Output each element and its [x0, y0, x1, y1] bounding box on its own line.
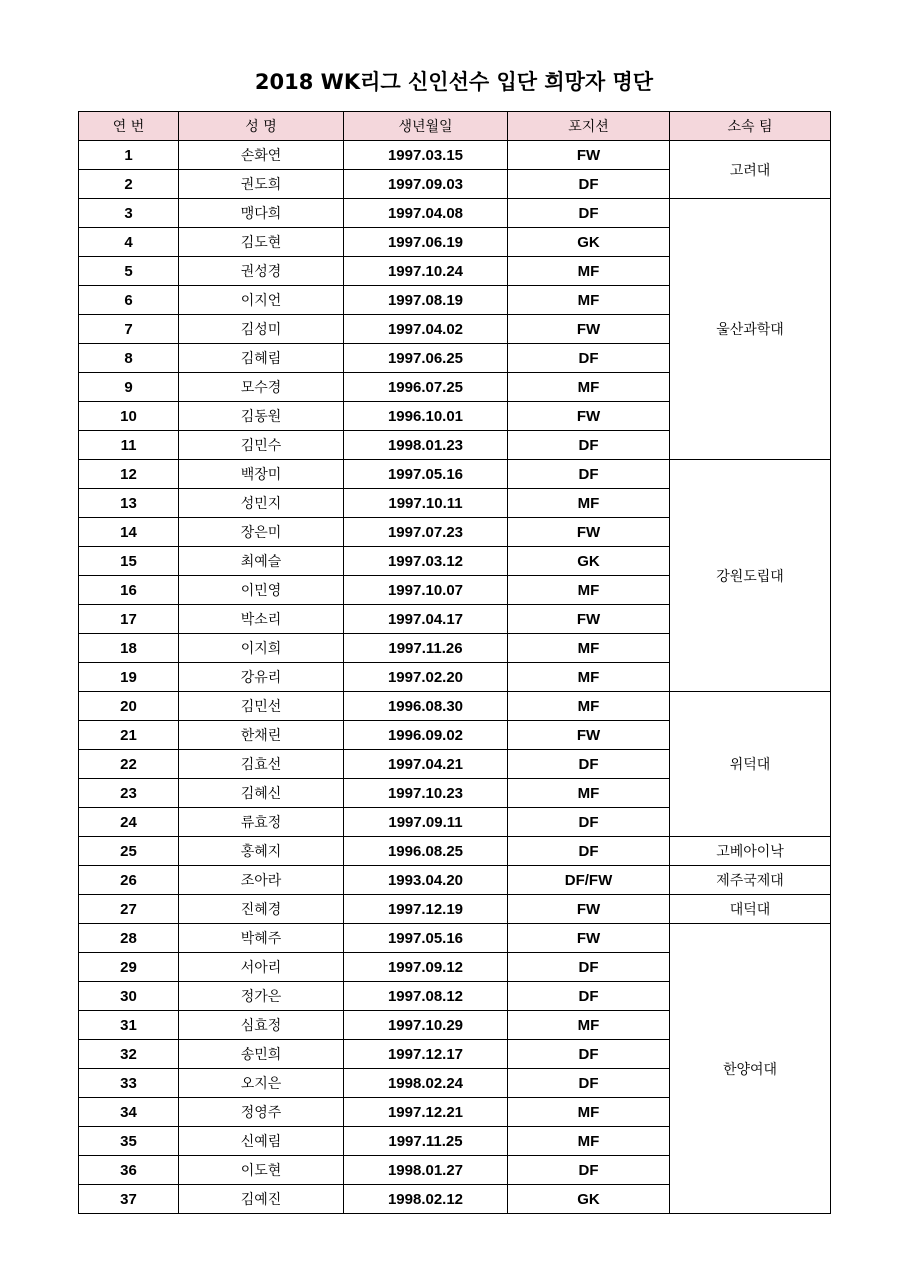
- player-name: 송민희: [179, 1040, 344, 1069]
- position: DF: [508, 808, 670, 837]
- birth-date: 1997.04.21: [344, 750, 508, 779]
- team-name: 위덕대: [670, 692, 831, 837]
- row-number: 11: [79, 431, 179, 460]
- birth-date: 1996.07.25: [344, 373, 508, 402]
- birth-date: 1997.09.11: [344, 808, 508, 837]
- player-name: 정영주: [179, 1098, 344, 1127]
- table-row: [79, 460, 831, 489]
- row-number: 36: [79, 1156, 179, 1185]
- row-number: 33: [79, 1069, 179, 1098]
- player-name: 박혜주: [179, 924, 344, 953]
- row-number: 37: [79, 1185, 179, 1214]
- row-number: 25: [79, 837, 179, 866]
- position: FW: [508, 315, 670, 344]
- row-number: 15: [79, 547, 179, 576]
- page-title: 2018 WK리그 신인선수 입단 희망자 명단: [254, 70, 654, 94]
- player-name: 서아리: [179, 953, 344, 982]
- player-name: 김혜신: [179, 779, 344, 808]
- row-number: 17: [79, 605, 179, 634]
- player-name: 백장미: [179, 460, 344, 489]
- row-number: 7: [79, 315, 179, 344]
- birth-date: 1997.12.21: [344, 1098, 508, 1127]
- position: MF: [508, 489, 670, 518]
- birth-date: 1997.10.29: [344, 1011, 508, 1040]
- table-header-row: [79, 112, 831, 141]
- player-name: 김예진: [179, 1185, 344, 1214]
- position: DF: [508, 953, 670, 982]
- position: FW: [508, 518, 670, 547]
- position: FW: [508, 895, 670, 924]
- birth-date: 1997.03.15: [344, 141, 508, 170]
- row-number: 2: [79, 170, 179, 199]
- player-name: 맹다희: [179, 199, 344, 228]
- position: MF: [508, 1011, 670, 1040]
- player-name: 오지은: [179, 1069, 344, 1098]
- player-name: 김민수: [179, 431, 344, 460]
- position: DF: [508, 982, 670, 1011]
- row-number: 34: [79, 1098, 179, 1127]
- position: FW: [508, 721, 670, 750]
- table-row: [79, 837, 831, 866]
- birth-date: 1997.02.20: [344, 663, 508, 692]
- birth-date: 1997.06.25: [344, 344, 508, 373]
- row-number: 20: [79, 692, 179, 721]
- team-name: 강원도립대: [670, 460, 831, 692]
- row-number: 3: [79, 199, 179, 228]
- row-number: 23: [79, 779, 179, 808]
- player-name: 김성미: [179, 315, 344, 344]
- row-number: 30: [79, 982, 179, 1011]
- row-number: 13: [79, 489, 179, 518]
- team-name: 대덕대: [670, 895, 831, 924]
- position: DF: [508, 837, 670, 866]
- row-number: 1: [79, 141, 179, 170]
- player-name: 손화연: [179, 141, 344, 170]
- table-row: [79, 692, 831, 721]
- birth-date: 1997.10.07: [344, 576, 508, 605]
- position: DF: [508, 344, 670, 373]
- row-number: 9: [79, 373, 179, 402]
- row-number: 10: [79, 402, 179, 431]
- header-team: 소속 팀: [670, 112, 831, 141]
- row-number: 22: [79, 750, 179, 779]
- position: FW: [508, 924, 670, 953]
- birth-date: 1997.04.02: [344, 315, 508, 344]
- birth-date: 1997.03.12: [344, 547, 508, 576]
- birth-date: 1997.08.12: [344, 982, 508, 1011]
- player-name: 정가은: [179, 982, 344, 1011]
- birth-date: 1997.10.23: [344, 779, 508, 808]
- position: DF: [508, 1156, 670, 1185]
- birth-date: 1997.11.26: [344, 634, 508, 663]
- position: FW: [508, 605, 670, 634]
- player-name: 권도희: [179, 170, 344, 199]
- row-number: 27: [79, 895, 179, 924]
- row-number: 29: [79, 953, 179, 982]
- player-name: 박소리: [179, 605, 344, 634]
- player-name: 강유리: [179, 663, 344, 692]
- row-number: 28: [79, 924, 179, 953]
- position: MF: [508, 576, 670, 605]
- player-name: 이도현: [179, 1156, 344, 1185]
- row-number: 32: [79, 1040, 179, 1069]
- birth-date: 1997.12.19: [344, 895, 508, 924]
- row-number: 21: [79, 721, 179, 750]
- player-name: 모수경: [179, 373, 344, 402]
- row-number: 18: [79, 634, 179, 663]
- roster-table: [78, 111, 831, 1214]
- header-name: 성 명: [179, 112, 344, 141]
- birth-date: 1997.09.03: [344, 170, 508, 199]
- birth-date: 1997.10.24: [344, 257, 508, 286]
- table-row: [79, 924, 831, 953]
- position: DF: [508, 199, 670, 228]
- row-number: 14: [79, 518, 179, 547]
- birth-date: 1998.01.27: [344, 1156, 508, 1185]
- player-name: 김동원: [179, 402, 344, 431]
- position: MF: [508, 286, 670, 315]
- position: DF: [508, 170, 670, 199]
- position: GK: [508, 1185, 670, 1214]
- player-name: 한채린: [179, 721, 344, 750]
- position: FW: [508, 141, 670, 170]
- player-name: 심효정: [179, 1011, 344, 1040]
- player-name: 김도현: [179, 228, 344, 257]
- player-name: 류효정: [179, 808, 344, 837]
- player-name: 장은미: [179, 518, 344, 547]
- player-name: 김민선: [179, 692, 344, 721]
- birth-date: 1997.07.23: [344, 518, 508, 547]
- table-row: [79, 141, 831, 170]
- position: FW: [508, 402, 670, 431]
- row-number: 6: [79, 286, 179, 315]
- player-name: 이지언: [179, 286, 344, 315]
- position: MF: [508, 1127, 670, 1156]
- position: DF: [508, 431, 670, 460]
- position: MF: [508, 634, 670, 663]
- birth-date: 1997.10.11: [344, 489, 508, 518]
- position: DF: [508, 460, 670, 489]
- position: MF: [508, 257, 670, 286]
- birth-date: 1997.04.17: [344, 605, 508, 634]
- birth-date: 1998.02.12: [344, 1185, 508, 1214]
- roster-body: [79, 141, 831, 1214]
- birth-date: 1996.10.01: [344, 402, 508, 431]
- team-name: 제주국제대: [670, 866, 831, 895]
- row-number: 8: [79, 344, 179, 373]
- position: DF: [508, 1069, 670, 1098]
- header-position: 포지션: [508, 112, 670, 141]
- birth-date: 1997.05.16: [344, 924, 508, 953]
- birth-date: 1997.12.17: [344, 1040, 508, 1069]
- position: MF: [508, 692, 670, 721]
- position: DF: [508, 1040, 670, 1069]
- row-number: 12: [79, 460, 179, 489]
- row-number: 5: [79, 257, 179, 286]
- header-birthdate: 생년월일: [344, 112, 508, 141]
- row-number: 35: [79, 1127, 179, 1156]
- position: DF: [508, 750, 670, 779]
- player-name: 최예슬: [179, 547, 344, 576]
- team-name: 울산과학대: [670, 199, 831, 460]
- position: MF: [508, 663, 670, 692]
- position: GK: [508, 547, 670, 576]
- player-name: 이민영: [179, 576, 344, 605]
- row-number: 4: [79, 228, 179, 257]
- table-row: [79, 895, 831, 924]
- table-row: [79, 866, 831, 895]
- player-name: 김효선: [179, 750, 344, 779]
- birth-date: 1996.09.02: [344, 721, 508, 750]
- player-name: 홍혜지: [179, 837, 344, 866]
- birth-date: 1996.08.25: [344, 837, 508, 866]
- player-name: 신예림: [179, 1127, 344, 1156]
- row-number: 26: [79, 866, 179, 895]
- row-number: 16: [79, 576, 179, 605]
- row-number: 19: [79, 663, 179, 692]
- birth-date: 1997.06.19: [344, 228, 508, 257]
- position: GK: [508, 228, 670, 257]
- birth-date: 1998.02.24: [344, 1069, 508, 1098]
- position: MF: [508, 779, 670, 808]
- player-name: 조아라: [179, 866, 344, 895]
- birth-date: 1997.11.25: [344, 1127, 508, 1156]
- birth-date: 1998.01.23: [344, 431, 508, 460]
- team-name: 고베아이낙: [670, 837, 831, 866]
- birth-date: 1996.08.30: [344, 692, 508, 721]
- player-name: 김혜림: [179, 344, 344, 373]
- birth-date: 1997.08.19: [344, 286, 508, 315]
- player-name: 진혜경: [179, 895, 344, 924]
- position: MF: [508, 1098, 670, 1127]
- header-number: 연 번: [79, 112, 179, 141]
- birth-date: 1997.09.12: [344, 953, 508, 982]
- row-number: 31: [79, 1011, 179, 1040]
- birth-date: 1997.05.16: [344, 460, 508, 489]
- birth-date: 1993.04.20: [344, 866, 508, 895]
- team-name: 한양여대: [670, 924, 831, 1214]
- team-name: 고려대: [670, 141, 831, 199]
- position: DF/FW: [508, 866, 670, 895]
- position: MF: [508, 373, 670, 402]
- player-name: 권성경: [179, 257, 344, 286]
- table-row: [79, 199, 831, 228]
- player-name: 이지희: [179, 634, 344, 663]
- player-name: 성민지: [179, 489, 344, 518]
- row-number: 24: [79, 808, 179, 837]
- birth-date: 1997.04.08: [344, 199, 508, 228]
